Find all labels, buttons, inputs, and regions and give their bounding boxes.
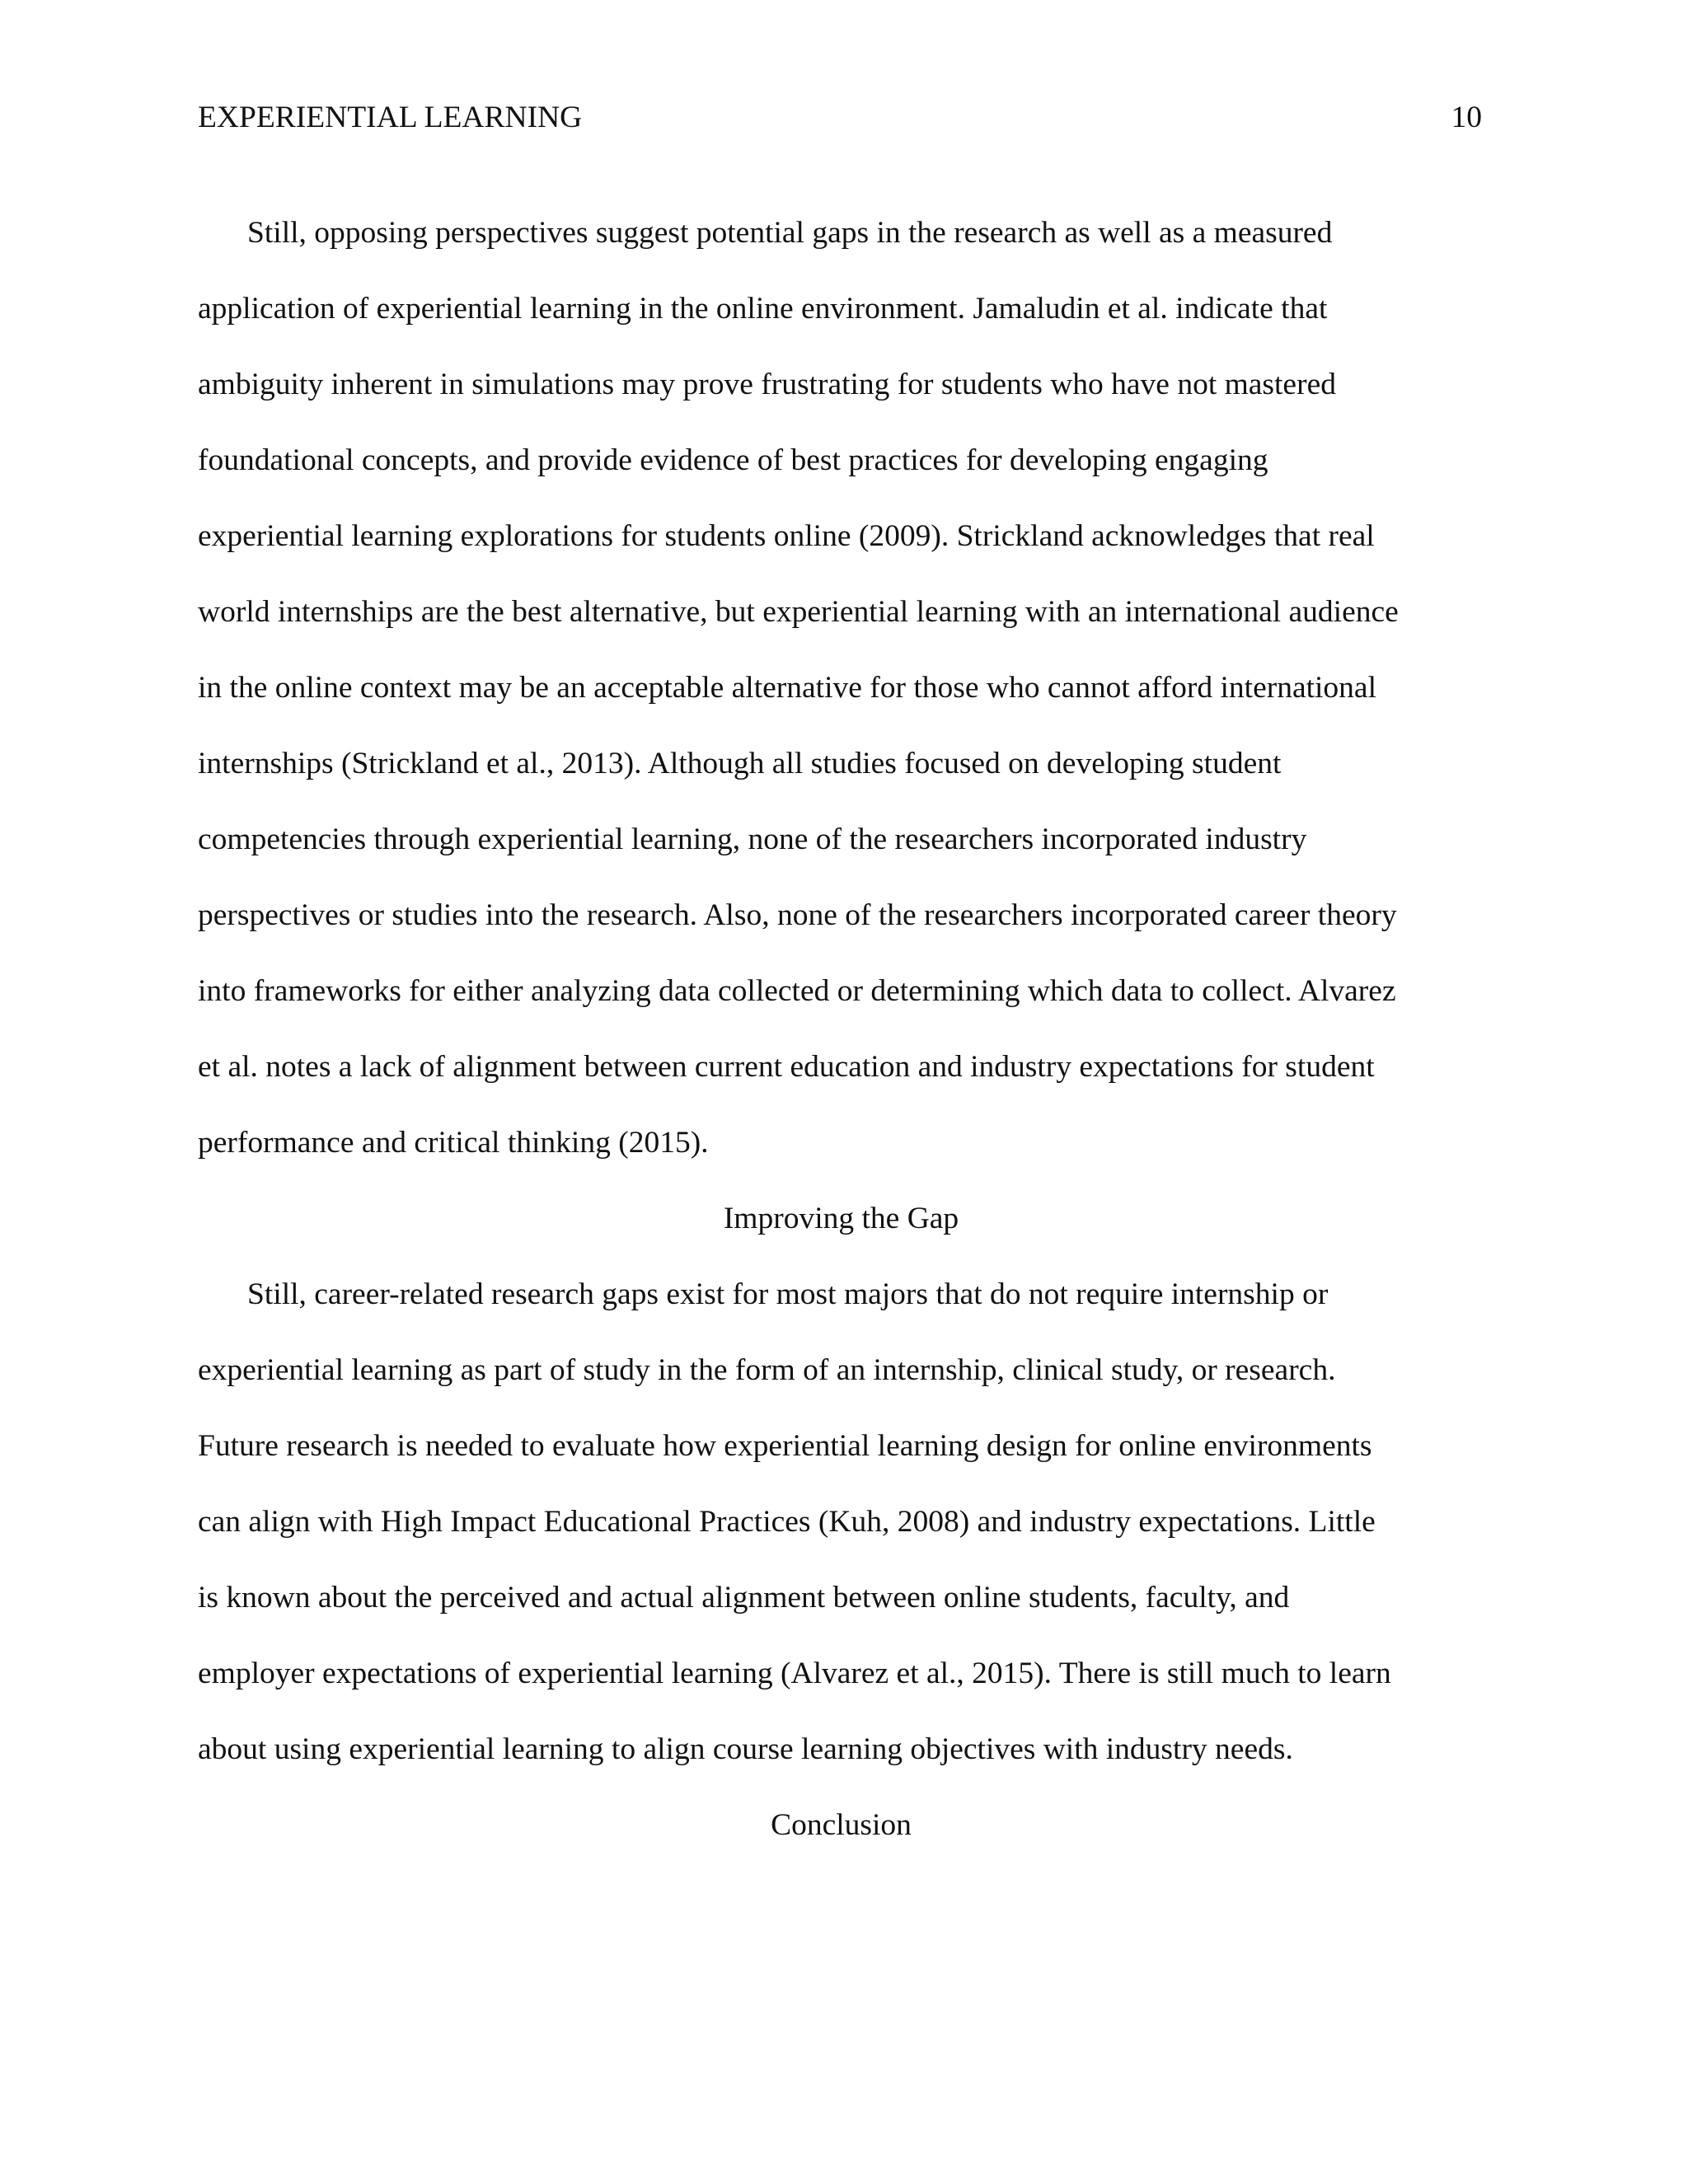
paragraph-line: in the online context may be an acceptable alternative for those who cannot afford international <box>198 671 1376 705</box>
running-head <box>198 97 1482 138</box>
paragraph-line: about using experiential learning to align course learning objectives with industry needs. <box>198 1732 1293 1766</box>
paragraph-line: perspectives or studies into the research. Also, none of the researchers incorporated career theory <box>198 898 1397 932</box>
paragraph-line: can align with High Impact Educational Practices (Kuh, 2008) and industry expectations. Little <box>198 1505 1376 1539</box>
paragraph-line: Still, career-related research gaps exist for most majors that do not require internship or <box>247 1277 1329 1311</box>
paragraph-line: application of experiential learning in the online environment. Jamaludin et al. indicate that <box>198 292 1328 326</box>
paragraph-line: internships (Strickland et al., 2013). Although all studies focused on developing student <box>198 747 1282 780</box>
paragraph-line: competencies through experiential learning, none of the researchers incorporated industry <box>198 823 1307 856</box>
paragraph-line: is known about the perceived and actual alignment between online students, faculty, and <box>198 1581 1290 1615</box>
paragraph-line: Future research is needed to evaluate how experiential learning design for online environments <box>198 1429 1372 1463</box>
paragraph-research-gaps <box>198 1257 1484 1788</box>
paragraph-line: ambiguity inherent in simulations may prove frustrating for students who have not mastered <box>198 368 1336 401</box>
running-head-title: EXPERIENTIAL LEARNING <box>198 101 583 134</box>
section-heading-conclusion: Conclusion <box>771 1808 912 1842</box>
paragraph-line: Still, opposing perspectives suggest potential gaps in the research as well as a measured <box>247 216 1333 250</box>
paragraph-line: experiential learning as part of study in the form of an internship, clinical study, or research. <box>198 1353 1336 1387</box>
page-number: 10 <box>1451 101 1482 134</box>
paragraph-line: into frameworks for either analyzing data collected or determining which data to collect. Alvarez <box>198 974 1396 1008</box>
paragraph-line: foundational concepts, and provide evidence of best practices for developing engaging <box>198 443 1268 477</box>
section-heading-improving-the-gap: Improving the Gap <box>723 1202 959 1235</box>
paragraph-line: experiential learning explorations for students online (2009). Strickland acknowledges that real <box>198 519 1375 553</box>
paragraph-line: et al. notes a lack of alignment between current education and industry expectations for student <box>198 1050 1375 1084</box>
paragraph-line: performance and critical thinking (2015). <box>198 1126 709 1160</box>
paragraph-line: employer expectations of experiential learning (Alvarez et al., 2015). There is still much to learn <box>198 1657 1391 1690</box>
body-text <box>198 195 1484 1863</box>
paragraph-opposing-perspectives <box>198 195 1484 1181</box>
paragraph-line: world internships are the best alternative, but experiential learning with an international audience <box>198 595 1399 629</box>
